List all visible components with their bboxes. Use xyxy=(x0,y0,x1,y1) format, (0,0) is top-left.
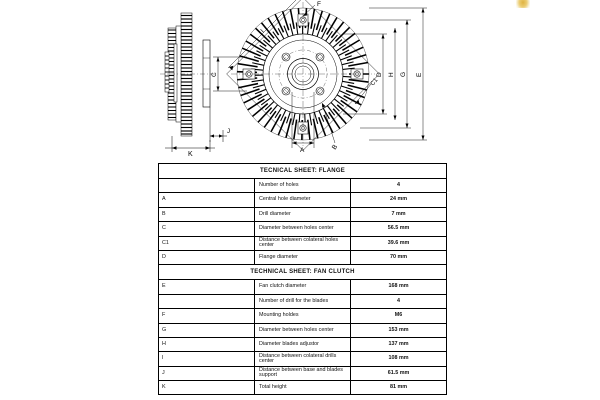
row-value: 24 mm xyxy=(351,193,447,207)
table-row xyxy=(159,222,447,236)
table-row xyxy=(159,352,447,366)
row-key xyxy=(159,179,255,193)
row-desc: Mounting holdes xyxy=(255,309,351,323)
row-value: 108 mm xyxy=(351,352,447,366)
fanclutch-table-header-row xyxy=(159,265,447,280)
table-row xyxy=(159,280,447,294)
row-desc: Fan clutch diameter xyxy=(255,280,351,294)
table-row xyxy=(159,337,447,351)
row-desc: Distance between base and blades support xyxy=(255,366,351,380)
dimension-label-K: K xyxy=(188,151,193,158)
row-value: 56.5 mm xyxy=(351,222,447,236)
flange-table-header-row xyxy=(159,164,447,179)
row-desc: Flange diameter xyxy=(255,250,351,264)
row-value: M6 xyxy=(351,309,447,323)
dimension-label-B: B xyxy=(330,143,340,152)
row-key: K xyxy=(159,381,255,395)
row-desc: Number of holes xyxy=(255,179,351,193)
dimension-label-E: E xyxy=(416,72,423,77)
table-row xyxy=(159,250,447,264)
table-row xyxy=(159,236,447,250)
row-value: 168 mm xyxy=(351,280,447,294)
front-view-group xyxy=(227,0,380,150)
table-row xyxy=(159,179,447,193)
table-row xyxy=(159,294,447,308)
row-key: B xyxy=(159,207,255,221)
row-value: 7 mm xyxy=(351,207,447,221)
row-desc: Number of drill for the blades xyxy=(255,294,351,308)
row-key: C xyxy=(159,222,255,236)
side-fin-stack xyxy=(181,13,192,136)
row-key: G xyxy=(159,323,255,337)
row-desc: Total height xyxy=(255,381,351,395)
table-row xyxy=(159,366,447,380)
row-key: D xyxy=(159,250,255,264)
table-row xyxy=(159,309,447,323)
row-key: C1 xyxy=(159,236,255,250)
row-value: 70 mm xyxy=(351,250,447,264)
dimension-label-D: D xyxy=(376,72,383,77)
row-desc: Central hole diameter xyxy=(255,193,351,207)
table-row xyxy=(159,207,447,221)
row-value: 4 xyxy=(351,179,447,193)
dimension-label-I: I xyxy=(259,28,266,35)
dimension-label-C: C xyxy=(211,72,218,77)
row-desc: Diameter blades adjustor xyxy=(255,337,351,351)
row-value: 61.5 mm xyxy=(351,366,447,380)
row-desc: Distance between colateral holes center xyxy=(255,236,351,250)
table-row xyxy=(159,193,447,207)
row-key: F xyxy=(159,309,255,323)
flange-spec-table xyxy=(158,163,447,395)
row-value: 4 xyxy=(351,294,447,308)
spec-tables xyxy=(158,163,447,395)
table-row xyxy=(159,323,447,337)
row-key: E xyxy=(159,280,255,294)
row-desc: Drill diameter xyxy=(255,207,351,221)
technical-drawing xyxy=(155,0,455,160)
dimension-label-J: J xyxy=(227,129,230,135)
row-key: I xyxy=(159,352,255,366)
flange-table-header: TECNICAL SHEET: FLANGE xyxy=(159,164,447,179)
row-value: 39.6 mm xyxy=(351,236,447,250)
dimension-label-C1: C1 xyxy=(369,77,380,88)
side-view-group xyxy=(160,13,215,136)
row-value: 137 mm xyxy=(351,337,447,351)
row-key: A xyxy=(159,193,255,207)
row-key: H xyxy=(159,337,255,351)
row-key: J xyxy=(159,366,255,380)
row-desc: Diameter between holes center xyxy=(255,222,351,236)
dimension-label-F: F xyxy=(317,1,321,8)
table-row xyxy=(159,381,447,395)
dimension-label-H: H xyxy=(388,72,395,77)
dimension-label-A: A xyxy=(300,147,305,154)
dimension-label-G: G xyxy=(400,71,407,77)
row-value: 81 mm xyxy=(351,381,447,395)
yellow-smudge-artifact xyxy=(516,0,530,8)
row-value: 153 mm xyxy=(351,323,447,337)
fanclutch-table-header: TECHNICAL SHEET: FAN CLUTCH xyxy=(159,265,447,280)
row-key xyxy=(159,294,255,308)
row-desc: Distance between colateral drills center xyxy=(255,352,351,366)
row-desc: Diameter between holes center xyxy=(255,323,351,337)
